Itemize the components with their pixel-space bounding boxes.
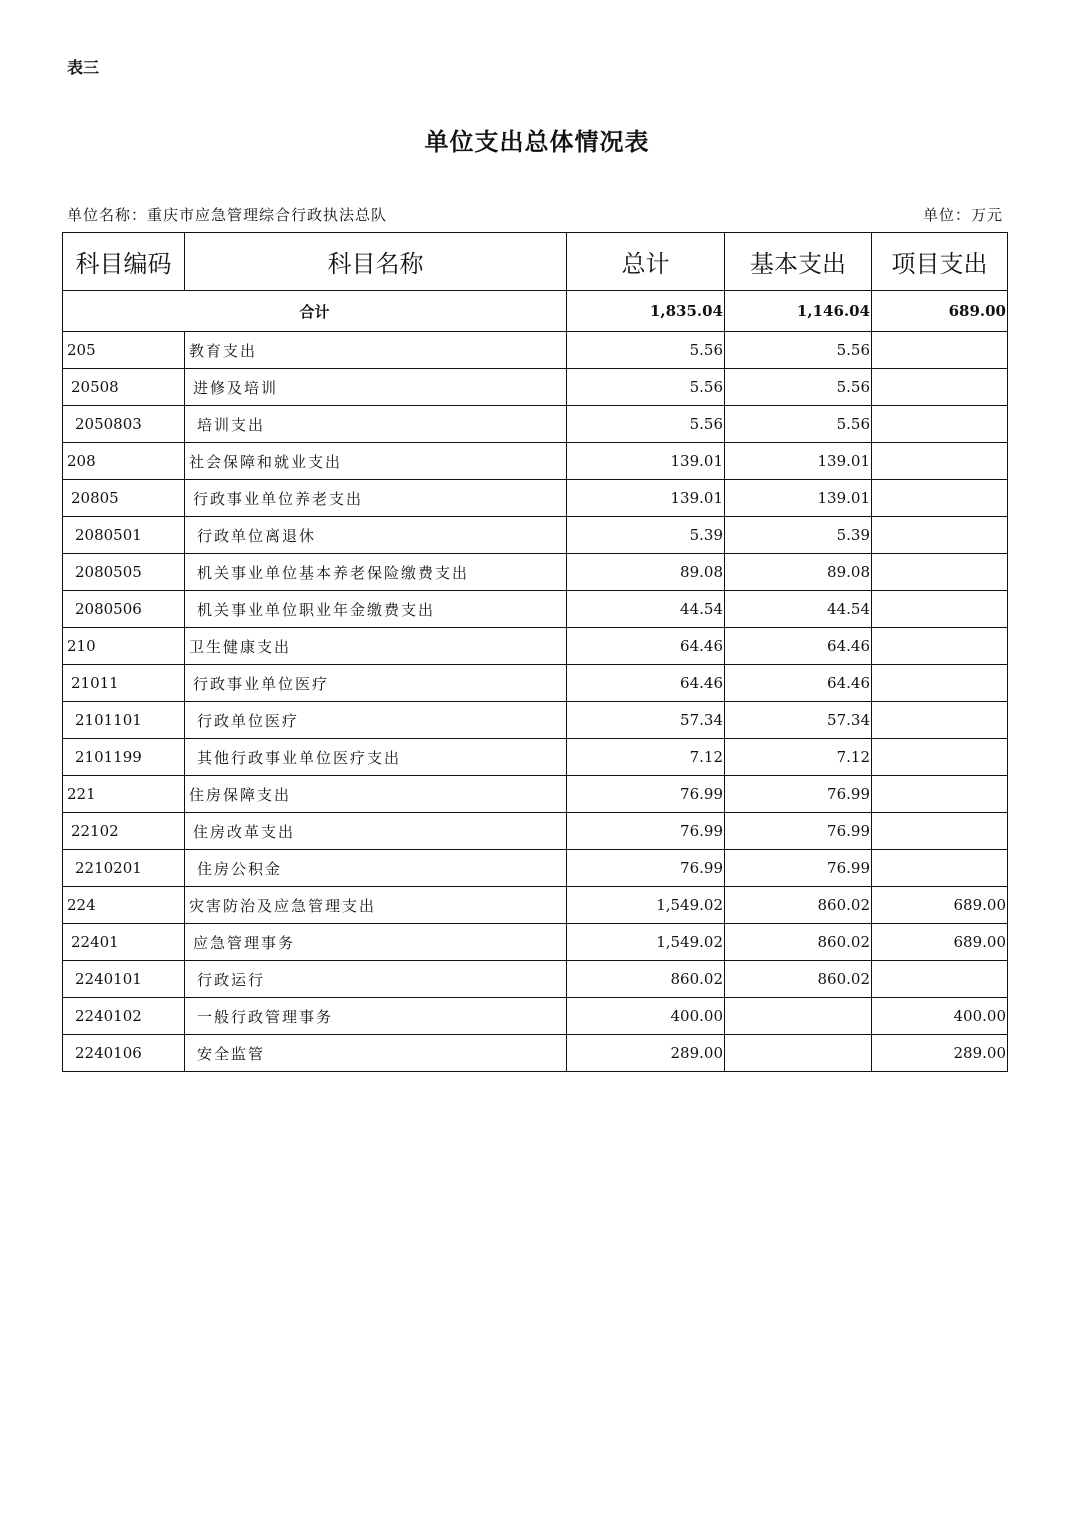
cell-total: 76.99	[567, 850, 725, 887]
cell-name: 应急管理事务	[185, 924, 567, 961]
cell-name: 行政运行	[185, 961, 567, 998]
table-row	[63, 406, 1008, 443]
cell-project	[872, 369, 1008, 406]
cell-code: 210	[63, 628, 185, 665]
cell-total: 64.46	[567, 665, 725, 702]
cell-project	[872, 591, 1008, 628]
cell-project	[872, 443, 1008, 480]
cell-code: 2080506	[63, 591, 185, 628]
cell-basic: 64.46	[725, 665, 872, 702]
cell-code: 2101199	[63, 739, 185, 776]
table-row	[63, 850, 1008, 887]
cell-code: 2080505	[63, 554, 185, 591]
cell-code: 2240102	[63, 998, 185, 1035]
total-label: 合计	[63, 291, 567, 332]
cell-name: 社会保障和就业支出	[185, 443, 567, 480]
cell-project	[872, 665, 1008, 702]
cell-project: 689.00	[872, 887, 1008, 924]
unit-name: 单位名称：重庆市应急管理综合行政执法总队	[67, 206, 388, 224]
cell-name: 灾害防治及应急管理支出	[185, 887, 567, 924]
cell-basic: 5.56	[725, 369, 872, 406]
total-row	[63, 291, 1008, 332]
cell-basic: 64.46	[725, 628, 872, 665]
cell-total: 289.00	[567, 1035, 725, 1072]
cell-total: 1,549.02	[567, 887, 725, 924]
table-row	[63, 924, 1008, 961]
table-row	[63, 369, 1008, 406]
cell-total: 57.34	[567, 702, 725, 739]
cell-name: 其他行政事业单位医疗支出	[185, 739, 567, 776]
cell-basic: 5.56	[725, 332, 872, 369]
cell-project	[872, 813, 1008, 850]
cell-code: 22401	[63, 924, 185, 961]
cell-basic: 76.99	[725, 813, 872, 850]
cell-code: 2240101	[63, 961, 185, 998]
cell-name: 住房保障支出	[185, 776, 567, 813]
cell-total: 76.99	[567, 813, 725, 850]
cell-name: 机关事业单位基本养老保险缴费支出	[185, 554, 567, 591]
cell-total: 76.99	[567, 776, 725, 813]
cell-total: 139.01	[567, 480, 725, 517]
cell-code: 221	[63, 776, 185, 813]
cell-name: 安全监管	[185, 1035, 567, 1072]
cell-code: 208	[63, 443, 185, 480]
total-basic: 1,146.04	[725, 291, 872, 332]
cell-code: 205	[63, 332, 185, 369]
cell-basic	[725, 1035, 872, 1072]
cell-code: 21011	[63, 665, 185, 702]
cell-name: 一般行政管理事务	[185, 998, 567, 1035]
unit-measure: 单位：万元	[922, 206, 1003, 224]
cell-basic: 5.39	[725, 517, 872, 554]
table-row	[63, 332, 1008, 369]
cell-total: 44.54	[567, 591, 725, 628]
cell-project	[872, 332, 1008, 369]
header-basic: 基本支出	[725, 233, 872, 291]
table-row	[63, 961, 1008, 998]
header-row	[63, 233, 1008, 291]
cell-project: 289.00	[872, 1035, 1008, 1072]
cell-total: 400.00	[567, 998, 725, 1035]
cell-total: 5.56	[567, 406, 725, 443]
table-row	[63, 887, 1008, 924]
table-row	[63, 813, 1008, 850]
cell-project	[872, 702, 1008, 739]
cell-code: 2080501	[63, 517, 185, 554]
cell-total: 64.46	[567, 628, 725, 665]
header-project: 项目支出	[872, 233, 1008, 291]
cell-name: 行政事业单位医疗	[185, 665, 567, 702]
cell-project	[872, 961, 1008, 998]
cell-project	[872, 517, 1008, 554]
cell-code: 2101101	[63, 702, 185, 739]
cell-total: 139.01	[567, 443, 725, 480]
cell-code: 2050803	[63, 406, 185, 443]
cell-project	[872, 406, 1008, 443]
table-row	[63, 776, 1008, 813]
header-total: 总计	[567, 233, 725, 291]
table-number-label: 表三	[67, 58, 100, 77]
cell-basic: 5.56	[725, 406, 872, 443]
cell-basic: 7.12	[725, 739, 872, 776]
cell-basic: 139.01	[725, 443, 872, 480]
cell-total: 5.56	[567, 332, 725, 369]
table-row	[63, 1035, 1008, 1072]
cell-project	[872, 776, 1008, 813]
cell-code: 224	[63, 887, 185, 924]
cell-code: 22102	[63, 813, 185, 850]
cell-basic: 44.54	[725, 591, 872, 628]
table-row	[63, 480, 1008, 517]
cell-total: 1,549.02	[567, 924, 725, 961]
cell-code: 20805	[63, 480, 185, 517]
cell-basic: 57.34	[725, 702, 872, 739]
cell-project	[872, 739, 1008, 776]
table-row	[63, 739, 1008, 776]
cell-name: 住房公积金	[185, 850, 567, 887]
table-row	[63, 554, 1008, 591]
cell-total: 89.08	[567, 554, 725, 591]
cell-total: 860.02	[567, 961, 725, 998]
cell-basic: 860.02	[725, 961, 872, 998]
cell-total: 5.56	[567, 369, 725, 406]
total-project: 689.00	[872, 291, 1008, 332]
total-total: 1,835.04	[567, 291, 725, 332]
table-row	[63, 591, 1008, 628]
cell-project: 400.00	[872, 998, 1008, 1035]
cell-basic: 860.02	[725, 887, 872, 924]
cell-code: 2240106	[63, 1035, 185, 1072]
cell-name: 行政单位离退休	[185, 517, 567, 554]
table-row	[63, 665, 1008, 702]
table-row	[63, 702, 1008, 739]
cell-name: 培训支出	[185, 406, 567, 443]
table-row	[63, 998, 1008, 1035]
cell-project	[872, 628, 1008, 665]
cell-basic: 860.02	[725, 924, 872, 961]
cell-name: 行政事业单位养老支出	[185, 480, 567, 517]
cell-code: 2210201	[63, 850, 185, 887]
cell-name: 教育支出	[185, 332, 567, 369]
cell-name: 进修及培训	[185, 369, 567, 406]
page-title: 单位支出总体情况表	[424, 128, 650, 156]
cell-basic	[725, 998, 872, 1035]
cell-name: 住房改革支出	[185, 813, 567, 850]
cell-project: 689.00	[872, 924, 1008, 961]
cell-code: 20508	[63, 369, 185, 406]
cell-basic: 89.08	[725, 554, 872, 591]
cell-name: 机关事业单位职业年金缴费支出	[185, 591, 567, 628]
cell-basic: 76.99	[725, 850, 872, 887]
header-code: 科目编码	[63, 233, 185, 291]
cell-project	[872, 480, 1008, 517]
table-row	[63, 443, 1008, 480]
cell-name: 卫生健康支出	[185, 628, 567, 665]
cell-name: 行政单位医疗	[185, 702, 567, 739]
cell-total: 7.12	[567, 739, 725, 776]
header-name: 科目名称	[185, 233, 567, 291]
cell-project	[872, 554, 1008, 591]
cell-basic: 76.99	[725, 776, 872, 813]
table-row	[63, 628, 1008, 665]
cell-basic: 139.01	[725, 480, 872, 517]
expenditure-table	[62, 232, 1008, 1072]
table-row	[63, 517, 1008, 554]
cell-project	[872, 850, 1008, 887]
cell-total: 5.39	[567, 517, 725, 554]
